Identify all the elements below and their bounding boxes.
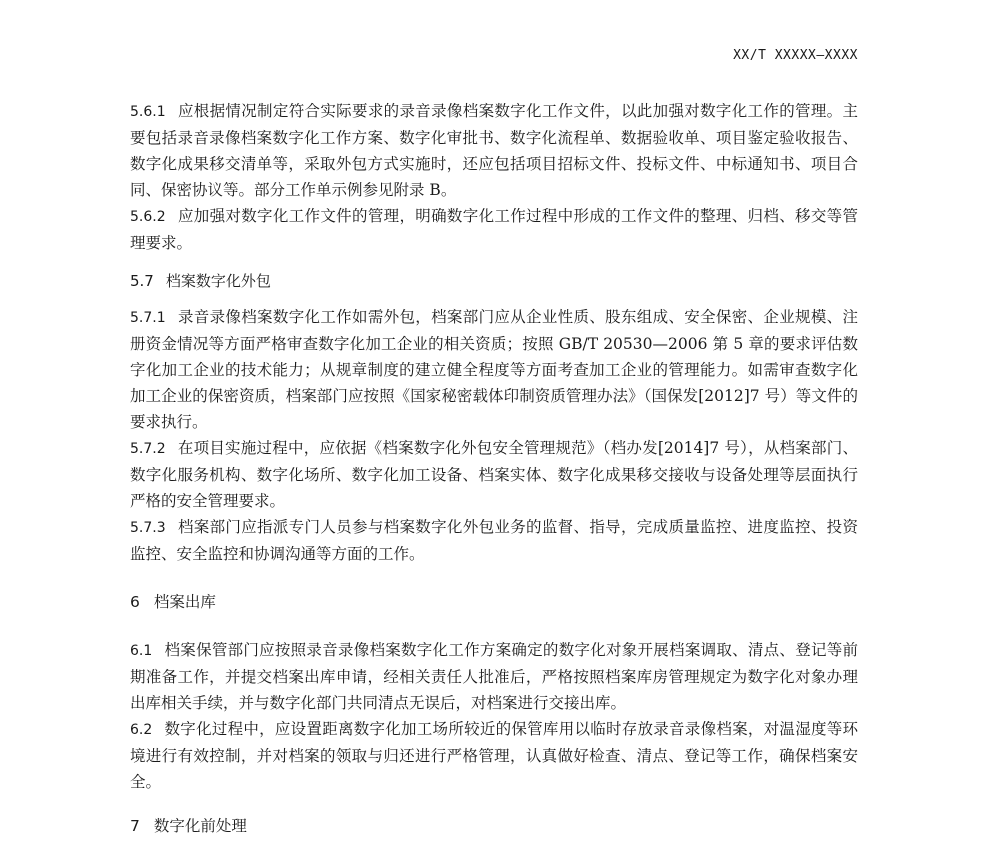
clause-5-6-1	[130, 98, 858, 203]
clause-number: 5.6.1	[130, 104, 166, 120]
clause-5-6-2	[130, 203, 858, 256]
section-heading-5-7	[130, 268, 858, 294]
clause-text: 应加强对数字化工作文件的管理，明确数字化工作过程中形成的工作文件的整理、归档、移交等管理要求。	[130, 207, 858, 252]
clause-5-7-2	[130, 435, 858, 514]
chapter-number: 7	[130, 817, 140, 835]
chapter-title: 数字化前处理	[153, 817, 247, 835]
clause-number: 5.7.3	[130, 520, 166, 536]
clause-text: 录音录像档案数字化工作如需外包，档案部门应从企业性质、股东组成、安全保密、企业规模、注册资金情况等方面严格审查数字化加工企业的相关资质；按照 GB/T 20530—2006 第 5 章的要求评估数字化加工企业的技术能力；从规章制度的建立健全程度等方面考查加工企业的管理能力。如需审查数字化加工企业的保密资质，档案部门应按照《国家秘密载体印制资质管理办法》（国保发[2012]7 号）等文件的要求执行。	[130, 308, 858, 431]
chapter-number: 6	[130, 593, 140, 611]
clause-text: 数字化过程中，应设置距离数字化加工场所较近的保管库用以临时存放录音录像档案，对温湿度等环境进行有效控制，并对档案的领取与归还进行严格管理，认真做好检查、清点、登记等工作，确保档案安全。	[130, 720, 858, 791]
clause-number: 6.1	[130, 643, 153, 659]
clause-5-7-3	[130, 514, 858, 567]
section-number: 5.7	[130, 272, 154, 290]
clause-text: 档案保管部门应按照录音录像档案数字化工作方案确定的数字化对象开展档案调取、清点、登记等前期准备工作，并提交档案出库申请，经相关责任人批准后，严格按照档案库房管理规定为数字化对象办理出库相关手续，并与数字化部门共同清点无误后，对档案进行交接出库。	[130, 641, 858, 712]
chapter-heading-6	[130, 589, 858, 615]
clause-number: 5.7.1	[130, 310, 166, 326]
clause-5-7-1	[130, 304, 858, 435]
clause-number: 5.7.2	[130, 441, 166, 457]
spacer	[130, 795, 858, 813]
clause-text: 档案部门应指派专门人员参与档案数字化外包业务的监督、指导，完成质量监控、进度监控、投资监控、安全监控和协调沟通等方面的工作。	[130, 518, 858, 563]
clause-6-2	[130, 716, 858, 795]
clause-number: 5.6.2	[130, 209, 166, 225]
clause-text: 应根据情况制定符合实际要求的录音录像档案数字化工作文件，以此加强对数字化工作的管理。主要包括录音录像档案数字化工作方案、数字化审批书、数字化流程单、数据验收单、项目鉴定验收报告、数字化成果移交清单等，采取外包方式实施时，还应包括项目招标文件、投标文件、中标通知书、项目合同、保密协议等。部分工作单示例参见附录 B。	[130, 102, 858, 199]
document-identifier: XX/T XXXXX—XXXX	[733, 48, 858, 63]
spacer	[130, 615, 858, 637]
chapter-title: 档案出库	[153, 593, 216, 611]
clause-6-1	[130, 637, 858, 716]
chapter-heading-7	[130, 813, 858, 839]
clause-number: 6.2	[130, 722, 153, 738]
document-body	[130, 98, 858, 839]
spacer	[130, 567, 858, 589]
clause-text: 在项目实施过程中，应依据《档案数字化外包安全管理规范》（档办发[2014]7 号），从档案部门、数字化服务机构、数字化场所、数字化加工设备、档案实体、数字化成果移交接收与设备处理等层面执行严格的安全管理要求。	[130, 439, 858, 510]
section-title: 档案数字化外包	[165, 272, 271, 290]
